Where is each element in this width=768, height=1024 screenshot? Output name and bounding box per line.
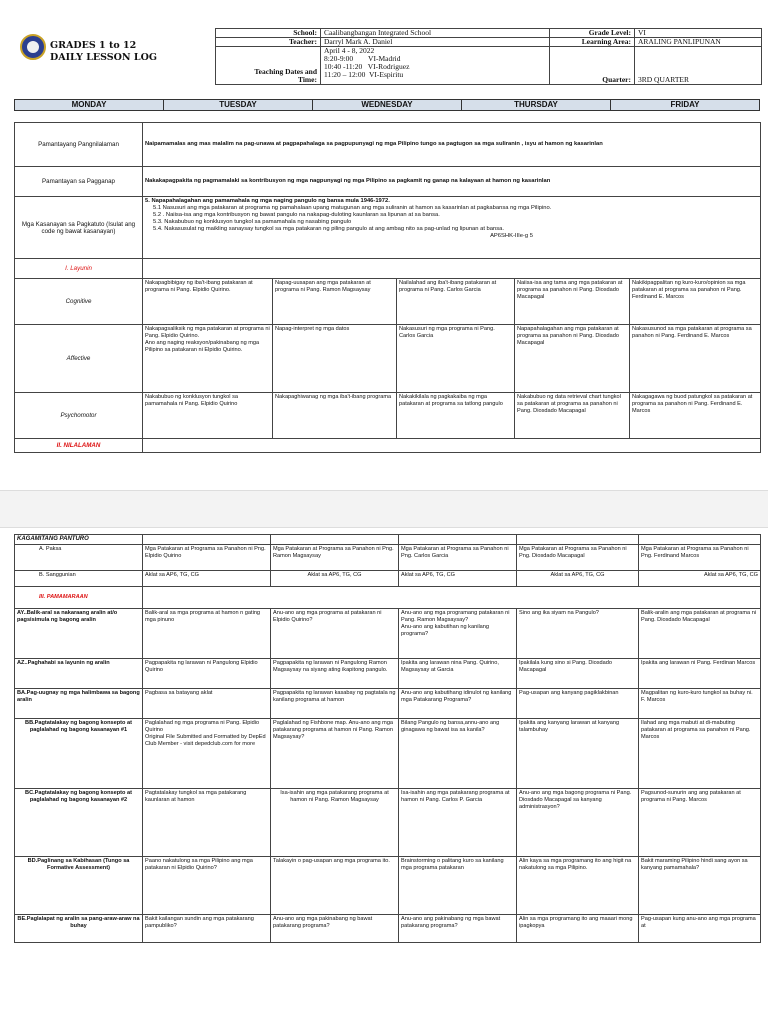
table-row: [15, 571, 761, 587]
quarter-label: Quarter:: [550, 47, 635, 85]
day-monday: MONDAY: [71, 100, 107, 109]
day-friday: FRIDAY: [610, 100, 759, 110]
kasanayan-label: Mga Kasanayan sa Pagkatuto (Isulat ang code ng bawat kasanayan): [15, 197, 143, 259]
psychomotor-wednesday: Nakakikilala ng pagkakaiba ng mga patakaran at programa sa tatlong pangulo: [397, 393, 515, 439]
cognitive-tuesday: Napag-uusapan ang mga patakaran at programa ni Pang. Ramon Magsaysay: [273, 279, 397, 325]
table-row: BA.Pag-uugnay ng mga halimbawa sa bagong aralin Pagbasa sa batayang aklat Pagpapakita ng larawan kasabay ng pagtatala ng kanilang programa at hamon Anu-ano ang kabutihang idinulot ng kanilang mga Patakarang Programa? Pag-usapan ang kanyang pagiklakbinan Magpalitan ng kuro-kuro tungkol sa buhay ni. F. Marcos: [15, 689, 761, 719]
objectives-table: [14, 122, 761, 453]
psychomotor-label: Psychomotor: [15, 393, 143, 439]
affective-tuesday: Napag-interpret ng mga datos: [273, 325, 397, 393]
table-row: [15, 325, 761, 393]
learning-area-value: ARALING PANLIPUNAN: [635, 38, 762, 47]
day-thursday: THURSDAY: [461, 100, 610, 110]
day-header-row: [14, 99, 760, 111]
kasanayan-text: 5. Napapahalagahan ang pamamahala ng mga naging pangulo ng bansa mula 1946-1972. 5.1 Nasusuri ang mga patakaran at programa ng pamahalaan upang matugunan ang mga suliranin at hamon sa kasarinlan at pagkabansa ng mga Pilipino. 5.2 . Naiisa-isa ang mga kontribusyon ng bawat pangulo na nakapag-duloting kaunlaran sa lipunan at sa bansa. 5.3. Nakabubuo ng konklusyon tungkol sa pamamahala ng nasabing pangulo 5.4. Nakasusulat ng maikling sanaysay tungkol sa mga patakaran ng piling pangulo at ang ambag nito sa pag-unlad ng lipunan at bansa. AP6SHK-IIIe-g 5: [143, 197, 761, 259]
table-row: AY..Balik-aral sa nakaraang aralin at/o pagsisimula ng bagong aralin Balik-aral sa mga programa at hamon n gating mga pinuno Anu-ano ang mga programa at patakaran ni Elpidio Quirino? Anu-ano ang mga programang patakaran ni Pang. Ramon Magsaysay? Anu-ano ang kabutihan ng kanilang programa? Sino ang ika siyam na Pangulo? Balik-aralin ang mga patakaran at programa ni Pang. Diosdado Macapagal: [15, 609, 761, 659]
dates-value: April 4 - 8, 2022 8:20-9:00 VI-Madrid 10:40 -11:20 VI-Rodriguez 11:20 – 12:00 VI-Espiritu: [321, 47, 550, 85]
affective-label: Affective: [15, 325, 143, 393]
table-row: [15, 167, 761, 197]
psychomotor-friday: Nakagagawa ng buod patungkol sa patakaran at programa sa panahon ni Pang. Ferdinand E. Marcos: [630, 393, 761, 439]
table-row: BD.Paglinang sa Kabihasan (Tungo sa Formative Assessment) Paano nakatulong sa mga Pilipino ang mga patakaran ni Elpidio Quirino? Talakayin o pag-usapan ang mga programa ito. Brainstorming o palitang kuro sa kanilang mga programa patakaran Alin kaya sa mga programang ito ang higit na nakatulong sa mga Pilipino. Bakit maraming Pilipino hindi sang ayon sa kanyang pamamahala?: [15, 857, 761, 915]
table-row: [15, 197, 761, 259]
psychomotor-monday: Nakabubuo ng konklusyon tungkol sa pamamahala ni Pang. Elpidio Quirino: [143, 393, 273, 439]
lesson-log-page-1: [0, 0, 768, 490]
procedure-table: [14, 534, 761, 943]
pagganap-label: Pamantayan sa Pagganap: [15, 167, 143, 197]
table-row: AZ..Paghahabi sa layunin ng aralin Pagpapakita ng larawan ni Pangulong Elpidio Quirino Pagpapakita ng larawan ni Pangulong Ramon Magsaysay na siyang ating ikapitong pangulo. Ipakita ang larawan nina Pang. Quirino, Magsaysay at Garcia Ipakilala kung sino si Pang. Diosdado Macapagal Ipakita ang larawan ni Pang. Ferdinan Marcos: [15, 659, 761, 689]
kagamitan-label: KAGAMITANG PANTURO: [15, 535, 143, 545]
paksa-wednesday: Mga Patakaran at Programa sa Panahon ni Png. Carlos Garcia: [399, 545, 517, 571]
table-row: [15, 393, 761, 439]
psychomotor-thursday: Nakabubuo ng data retrieval chart tungkol sa patakaran at programa sa panahon ni Pang. Diosdado Macapagal: [515, 393, 630, 439]
sanggunian-label: B. Sanggunian: [15, 571, 143, 587]
sanggunian-monday: Aklat sa AP6, TG, CG: [143, 571, 271, 587]
school-value: Caalibangbangan Integrated School: [321, 29, 550, 38]
cognitive-monday: Nakapagbibigay ng iba't-ibang patakaran at programa ni Pang. Elpidio Quirino.: [143, 279, 273, 325]
layunin-label: I. Layunin: [15, 259, 143, 279]
paksa-thursday: Mga Patakaran at Programa sa Panahon ni Png. Diosdado Macapagal: [517, 545, 639, 571]
document-title: [50, 40, 157, 64]
page-separator: [0, 490, 768, 528]
table-row: BC.Pagtatalakay ng bagong konsepto at paglalahad ng bagong kasanayan #2 Pagtatalakay tungkol sa mga patakarang kaunlaran at hamon Isa-isahin ang mga patakarang programa at hamon ni Pang. Ramon Magsaysay Isa-isahin ang mga patakarang programa at hamon ni Pang. Carlos P. Garcia Anu-ano ang mga bagong programa ni Pang. Diosdado Macapagal sa kanyang administrasyon? Pagsunod-sunurin ang ang patakaran at programa ni Pang. Marcos: [15, 789, 761, 857]
cognitive-thursday: Naiisa-isa ang tama ang mga patakaran at programa sa panahon ni Pang. Diosdado Macapagal: [515, 279, 630, 325]
step-label: BE.Paglalapat ng aralin sa pang-araw-araw na buhay: [15, 915, 143, 943]
cognitive-label: Cognitive: [15, 279, 143, 325]
teacher-value: Darryl Mark A. Daniel: [321, 38, 550, 47]
step-label: BB.Pagtatalakay ng bagong konsepto at paglalahad ng bagong kasanayan #1: [15, 719, 143, 789]
cognitive-wednesday: Nailalahad ang iba't-ibang patakaran at programa ni Pang. Carlos Garcia: [397, 279, 515, 325]
paksa-friday: Mga Patakaran at Programa sa Panahon ni Png. Ferdinand Marcos: [639, 545, 761, 571]
table-row: [15, 259, 761, 279]
step-label: BD.Paglinang sa Kabihasan (Tungo sa Formative Assessment): [15, 857, 143, 915]
grade-value: VI: [635, 29, 762, 38]
paksa-label: A. Paksa: [15, 545, 143, 571]
sanggunian-tuesday: Aklat sa AP6, TG, CG: [271, 571, 399, 587]
step-label: BA.Pag-uugnay ng mga halimbawa sa bagong aralin: [15, 689, 143, 719]
pagganap-text: Nakakapagpakita ng pagmamalaki sa kontribusyon ng mga nagpunyagi ng mga Pilipino sa pagkamit ng ganap na kalayaan at hamon ng kasarinlan: [143, 167, 761, 197]
step-label: BC.Pagtatalakay ng bagong konsepto at paglalahad ng bagong kasanayan #2: [15, 789, 143, 857]
affective-thursday: Napapahalagahan ang mga patakaran at programa sa panahon ni Pang. Diosdado Macapagal: [515, 325, 630, 393]
psychomotor-tuesday: Nakapaghiwanag ng mga iba't-ibang programa: [273, 393, 397, 439]
paksa-monday: Mga Patakaran at Programa sa Panahon ni Png. Elpidio Quirino: [143, 545, 271, 571]
sanggunian-wednesday: Aklat sa AP6, TG, CG: [399, 571, 517, 587]
deped-seal-logo: [20, 34, 46, 60]
affective-monday: Nakapagsaliksik ng mga patakaran at programa ni Pang. Elpidio Quirino. Ano ang naging reaksyon/pakinabang ng mga Pilipino sa patakaran ni Elpidio Quirino.: [143, 325, 273, 393]
affective-friday: Nakasusunod sa mga patakaran at programa sa panahon ni Pang. Ferdinand E. Marcos: [630, 325, 761, 393]
learning-area-label: Learning Area:: [550, 38, 635, 47]
day-wednesday: WEDNESDAY: [312, 100, 461, 110]
sanggunian-friday: Aklat sa AP6, TG, CG: [639, 571, 761, 587]
title-line-1: GRADES 1 to 12: [50, 40, 137, 51]
pamantayang-label: Pamantayang Pangnilalaman: [15, 123, 143, 167]
nilalaman-label: II. NILALAMAN: [15, 439, 143, 453]
dates-label: Teaching Dates and Time:: [216, 47, 321, 85]
cognitive-friday: Nakikipagpalitan ng kuro-kuro/opinion sa mga patakaran at programa sa panahon ni Pang. Ferdinand E. Marcos: [630, 279, 761, 325]
step-label: AY..Balik-aral sa nakaraang aralin at/o pagsisimula ng bagong aralin: [15, 609, 143, 659]
teacher-label: Teacher:: [216, 38, 321, 47]
quarter-value: 3RD QUARTER: [635, 47, 762, 85]
paksa-tuesday: Mga Patakaran at Programa sa Panahon ni Png. Ramon Magsaysay: [271, 545, 399, 571]
lesson-log-page-2: [0, 528, 768, 1024]
grade-label: Grade Level:: [550, 29, 635, 38]
pamamaraan-label: III. PAMAMARAAN: [15, 587, 143, 609]
sanggunian-thursday: Aklat sa AP6, TG, CG: [517, 571, 639, 587]
table-row: [15, 535, 761, 545]
table-row: BE.Paglalapat ng aralin sa pang-araw-araw na buhay Bakit kailangan sundin ang mga patakarang pampubliko? Anu-ano ang mga pakinabang ng bawat patakarang programa? Anu-ano ang pakinabang ng mga bawat patakarang programa? Alin sa mga programang ito ang maaari mong ipagkopya Pag-usapan kung anu-ano ang mga programa at: [15, 915, 761, 943]
step-label: AZ..Paghahabi sa layunin ng aralin: [15, 659, 143, 689]
pamantayang-text: Naipamamalas ang mas malalim na pag-unawa at pagpapahalaga sa pagpupunyagi ng mga Pilipino tungo sa pagtugon sa mga suliranin , isyu at hamon ng kasarinlan: [143, 123, 761, 167]
affective-wednesday: Nakasusuri ng mga programa ni Pang. Carlos Garcia: [397, 325, 515, 393]
title-line-2: DAILY LESSON LOG: [50, 52, 157, 63]
school-label: School:: [216, 29, 321, 38]
table-row: BB.Pagtatalakay ng bagong konsepto at paglalahad ng bagong kasanayan #1 Paglalahad ng mga programa ni Pang. Elpidio Quirino Original File Submitted and Formatted by DepEd Club Member - visit depedclub.com for more Paglalahad ng Fishbone map. Anu-ano ang mga patakarang programa at hamon ni Pang. Ramon Magsaysay? Bilang Pangulo ng bansa,annu-ano ang ginagawa ng bawat isa sa kanila? Ipakita ang kanyang larawan at kanyang talambuhay Ilahad ang mga mabuti at di-mabuting patakaran at programa sa panahon ni Pang. Marcos: [15, 719, 761, 789]
table-row: [15, 587, 761, 609]
header-info-table: [215, 28, 762, 85]
day-tuesday: TUESDAY: [163, 100, 312, 110]
table-row: [15, 439, 761, 453]
table-row: [15, 545, 761, 571]
table-row: [15, 279, 761, 325]
table-row: [15, 123, 761, 167]
